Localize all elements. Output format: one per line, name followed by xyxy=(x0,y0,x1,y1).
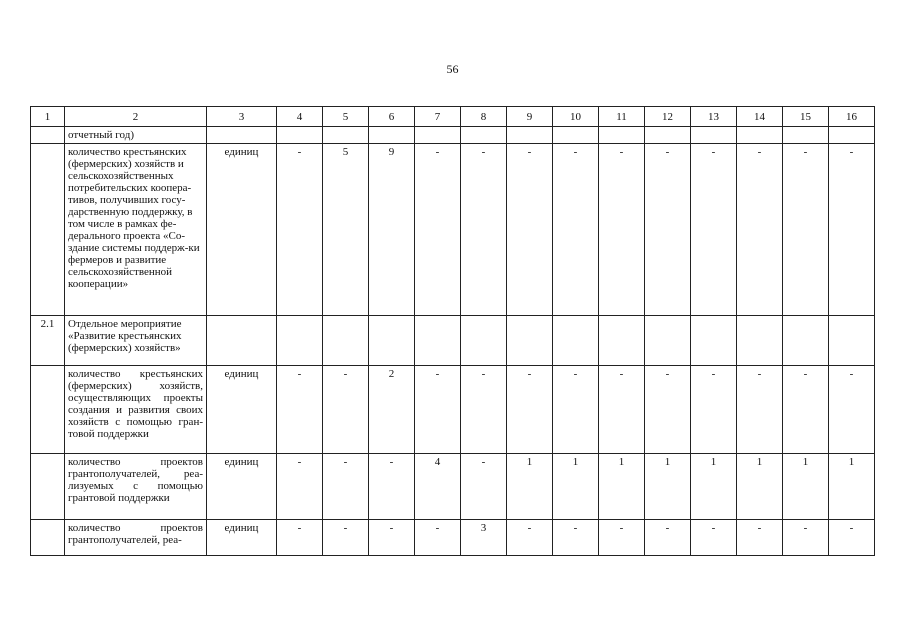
unit-cell: единиц xyxy=(207,454,277,520)
value-cell: - xyxy=(737,520,783,556)
value-cell xyxy=(323,127,369,144)
value-cell: 1 xyxy=(599,454,645,520)
value-cell: 4 xyxy=(415,454,461,520)
value-cell: - xyxy=(691,144,737,316)
indicator-description: количество проектов грантополучателей, реа- xyxy=(65,520,207,556)
row-index xyxy=(31,366,65,454)
table-row xyxy=(31,366,875,454)
value-cell: - xyxy=(461,366,507,454)
column-header: 8 xyxy=(461,107,507,127)
value-cell: 9 xyxy=(369,144,415,316)
value-cell: - xyxy=(415,366,461,454)
value-cell xyxy=(277,316,323,366)
value-cell xyxy=(783,127,829,144)
table-row xyxy=(31,454,875,520)
indicator-description: количество крестьянских (фермерских) хозяйств и сельскохозяйственных потребительских коопера-тивов, получивших госу-дарственную поддержку, в том числе в рамках фе-дерального проекта «Со-здание системы поддерж-ки фермеров и развитие сельскохозяйственной кооперации» xyxy=(65,144,207,316)
value-cell xyxy=(415,316,461,366)
column-header: 6 xyxy=(369,107,415,127)
column-header: 5 xyxy=(323,107,369,127)
column-header: 12 xyxy=(645,107,691,127)
value-cell xyxy=(461,127,507,144)
value-cell: - xyxy=(323,366,369,454)
column-header: 7 xyxy=(415,107,461,127)
value-cell: - xyxy=(323,454,369,520)
indicator-description: количество проектов грантополучателей, реа-лизуемых с помощью грантовой поддержки xyxy=(65,454,207,520)
unit-cell: единиц xyxy=(207,144,277,316)
value-cell: - xyxy=(369,520,415,556)
value-cell: - xyxy=(507,366,553,454)
value-cell: - xyxy=(783,144,829,316)
value-cell: 3 xyxy=(461,520,507,556)
value-cell: - xyxy=(277,454,323,520)
unit-cell xyxy=(207,127,277,144)
value-cell: - xyxy=(783,366,829,454)
table-row xyxy=(31,127,875,144)
value-cell: - xyxy=(553,366,599,454)
value-cell: - xyxy=(829,520,875,556)
value-cell: - xyxy=(691,366,737,454)
value-cell xyxy=(645,127,691,144)
value-cell: 1 xyxy=(737,454,783,520)
indicator-table xyxy=(30,106,875,556)
row-index xyxy=(31,144,65,316)
table-row xyxy=(31,520,875,556)
value-cell: - xyxy=(599,520,645,556)
value-cell xyxy=(415,127,461,144)
value-cell xyxy=(461,316,507,366)
row-index xyxy=(31,520,65,556)
value-cell: - xyxy=(783,520,829,556)
value-cell xyxy=(645,316,691,366)
value-cell: - xyxy=(461,454,507,520)
value-cell xyxy=(507,316,553,366)
indicator-description: Отдельное мероприятие «Развитие крестьянских (фермерских) хозяйств» xyxy=(65,316,207,366)
value-cell xyxy=(369,316,415,366)
column-header: 10 xyxy=(553,107,599,127)
value-cell: - xyxy=(461,144,507,316)
unit-cell: единиц xyxy=(207,520,277,556)
page-number: 56 xyxy=(446,62,459,76)
value-cell: - xyxy=(599,366,645,454)
value-cell xyxy=(691,316,737,366)
value-cell xyxy=(599,127,645,144)
value-cell: - xyxy=(737,144,783,316)
value-cell xyxy=(599,316,645,366)
value-cell: - xyxy=(829,366,875,454)
value-cell: - xyxy=(599,144,645,316)
row-index: 2.1 xyxy=(31,316,65,366)
value-cell: - xyxy=(553,144,599,316)
value-cell xyxy=(553,127,599,144)
value-cell: - xyxy=(415,144,461,316)
value-cell xyxy=(829,316,875,366)
value-cell xyxy=(691,127,737,144)
value-cell: - xyxy=(277,144,323,316)
column-header: 13 xyxy=(691,107,737,127)
value-cell: - xyxy=(507,144,553,316)
column-header: 16 xyxy=(829,107,875,127)
row-index xyxy=(31,454,65,520)
value-cell: 1 xyxy=(783,454,829,520)
value-cell: - xyxy=(737,366,783,454)
column-header: 9 xyxy=(507,107,553,127)
value-cell xyxy=(507,127,553,144)
value-cell: 1 xyxy=(829,454,875,520)
column-header: 1 xyxy=(31,107,65,127)
value-cell xyxy=(737,316,783,366)
value-cell: - xyxy=(277,366,323,454)
value-cell: - xyxy=(553,520,599,556)
value-cell xyxy=(783,316,829,366)
table-row xyxy=(31,144,875,316)
value-cell: - xyxy=(829,144,875,316)
unit-cell: единиц xyxy=(207,366,277,454)
value-cell xyxy=(277,127,323,144)
value-cell: 1 xyxy=(553,454,599,520)
value-cell: 5 xyxy=(323,144,369,316)
value-cell: - xyxy=(369,454,415,520)
value-cell: - xyxy=(691,520,737,556)
table-header-row xyxy=(31,107,875,127)
column-header: 2 xyxy=(65,107,207,127)
value-cell: 1 xyxy=(691,454,737,520)
indicator-description: отчетный год) xyxy=(65,127,207,144)
value-cell: 2 xyxy=(369,366,415,454)
value-cell: - xyxy=(415,520,461,556)
value-cell: - xyxy=(277,520,323,556)
value-cell: - xyxy=(645,144,691,316)
value-cell: 1 xyxy=(507,454,553,520)
value-cell: - xyxy=(323,520,369,556)
column-header: 15 xyxy=(783,107,829,127)
value-cell: - xyxy=(645,366,691,454)
value-cell xyxy=(829,127,875,144)
column-header: 11 xyxy=(599,107,645,127)
value-cell xyxy=(553,316,599,366)
value-cell: - xyxy=(507,520,553,556)
value-cell: 1 xyxy=(645,454,691,520)
table-row xyxy=(31,316,875,366)
value-cell xyxy=(737,127,783,144)
value-cell xyxy=(323,316,369,366)
value-cell: - xyxy=(645,520,691,556)
column-header: 3 xyxy=(207,107,277,127)
indicator-description: количество крестьянских (фермерских) хозяйств, осуществляющих проекты создания и развития своих хозяйств с помощью гран-товой поддержки xyxy=(65,366,207,454)
value-cell xyxy=(369,127,415,144)
column-header: 4 xyxy=(277,107,323,127)
row-index xyxy=(31,127,65,144)
column-header: 14 xyxy=(737,107,783,127)
unit-cell xyxy=(207,316,277,366)
